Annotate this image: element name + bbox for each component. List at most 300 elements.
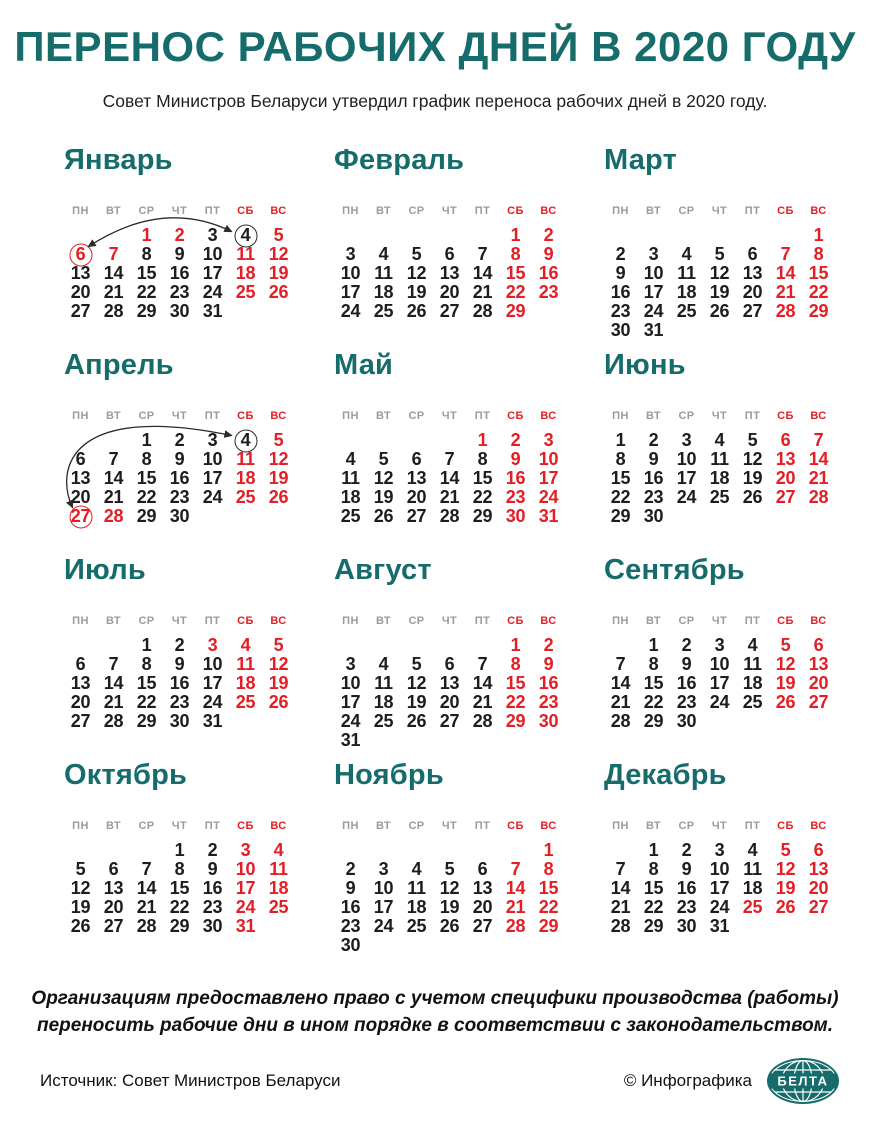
weekday-header: ПТ <box>474 410 491 422</box>
weekday-row <box>604 613 835 629</box>
weekday-header: СБ <box>237 615 254 627</box>
day-cell: 14 <box>472 263 493 283</box>
weekday-header: ВС <box>270 410 287 422</box>
day-cell: 22 <box>505 282 526 302</box>
day-cell: 1 <box>813 225 824 245</box>
day-cell: 13 <box>775 449 796 469</box>
day-cell: 7 <box>444 449 455 469</box>
day-cell: 13 <box>406 468 427 488</box>
day-cell: 4 <box>681 244 692 264</box>
day-cell: 3 <box>240 840 251 860</box>
day-cell: 25 <box>406 916 427 936</box>
month-title: Ноябрь <box>334 759 444 791</box>
day-cell: 28 <box>808 487 829 507</box>
day-cell: 29 <box>505 301 526 321</box>
day-cell: 15 <box>538 878 559 898</box>
day-cell: 2 <box>345 859 356 879</box>
day-cell: 10 <box>340 263 361 283</box>
day-cell: 30 <box>676 711 697 731</box>
weekday-header: ВТ <box>375 410 392 422</box>
empty-cell <box>769 226 802 245</box>
day-cell: 2 <box>174 430 185 450</box>
day-cell: 3 <box>207 635 218 655</box>
day-cell: 2 <box>543 225 554 245</box>
day-cell: 12 <box>70 878 91 898</box>
empty-cell <box>64 226 97 245</box>
month-body <box>334 408 565 526</box>
day-cell: 28 <box>610 916 631 936</box>
day-cell: 22 <box>610 487 631 507</box>
day-cell: 16 <box>202 878 223 898</box>
day-cell: 1 <box>174 840 185 860</box>
weekday-header: ЧТ <box>441 205 458 217</box>
day-cell: 2 <box>681 840 692 860</box>
day-cell: 3 <box>681 430 692 450</box>
day-cell: 3 <box>207 430 218 450</box>
day-cell: 15 <box>610 468 631 488</box>
day-cell: 11 <box>374 673 393 693</box>
month-february <box>334 143 604 348</box>
day-cell: 6 <box>813 635 824 655</box>
day-cell: 24 <box>709 692 730 712</box>
day-cell: 24 <box>202 487 223 507</box>
dates-grid <box>334 636 565 750</box>
day-cell: 20 <box>808 673 829 693</box>
weekday-header: ВТ <box>645 205 662 217</box>
day-cell: 17 <box>202 468 223 488</box>
weekday-header: ПТ <box>204 410 221 422</box>
month-title: Июнь <box>604 349 686 381</box>
day-cell: 16 <box>610 282 631 302</box>
month-title: Февраль <box>334 144 465 176</box>
day-cell: 9 <box>543 244 554 264</box>
day-cell: 7 <box>813 430 824 450</box>
weekday-header: ВС <box>810 410 827 422</box>
day-cell: 28 <box>103 301 124 321</box>
weekday-header: ВТ <box>645 615 662 627</box>
day-cell: 26 <box>742 487 763 507</box>
weekday-header: ПТ <box>474 615 491 627</box>
day-cell: 18 <box>373 282 394 302</box>
day-cell: 24 <box>373 916 394 936</box>
weekday-header: СБ <box>507 820 524 832</box>
day-cell: 22 <box>643 897 664 917</box>
day-cell: 12 <box>709 263 730 283</box>
month-may <box>334 348 604 553</box>
weekday-header: ВС <box>810 820 827 832</box>
day-cell: 14 <box>103 673 124 693</box>
day-cell: 8 <box>543 859 554 879</box>
day-cell: 24 <box>709 897 730 917</box>
day-cell: 29 <box>538 916 559 936</box>
day-cell: 21 <box>808 468 829 488</box>
day-cell: 17 <box>709 673 730 693</box>
day-cell: 5 <box>273 430 284 450</box>
weekday-header: СБ <box>777 615 794 627</box>
weekday-header: ЧТ <box>441 615 458 627</box>
day-cell: 12 <box>406 263 427 283</box>
dates-grid <box>604 226 835 340</box>
weekday-header: ВС <box>540 410 557 422</box>
day-cell: 10 <box>340 673 361 693</box>
day-cell: 31 <box>202 711 223 731</box>
day-cell: 17 <box>373 897 394 917</box>
day-cell: 20 <box>808 878 829 898</box>
day-cell: 24 <box>202 282 223 302</box>
day-cell: 9 <box>681 859 692 879</box>
day-cell: 12 <box>268 244 289 264</box>
day-cell: 24 <box>643 301 664 321</box>
day-cell: 13 <box>103 878 124 898</box>
day-cell: 10 <box>538 449 559 469</box>
weekday-header: ПН <box>342 615 359 627</box>
day-cell: 5 <box>780 635 791 655</box>
weekday-header: ПТ <box>204 205 221 217</box>
day-cell: 5 <box>273 225 284 245</box>
weekday-header: ВС <box>270 615 287 627</box>
day-cell: 4 <box>378 654 389 674</box>
month-body <box>334 203 565 321</box>
day-cell: 11 <box>236 654 255 674</box>
day-cell: 7 <box>108 244 119 264</box>
day-cell: 14 <box>136 878 157 898</box>
day-cell: 31 <box>340 730 361 750</box>
day-cell: 22 <box>538 897 559 917</box>
empty-cell <box>400 226 433 245</box>
day-cell: 8 <box>510 244 521 264</box>
day-cell: 11 <box>710 449 729 469</box>
day-cell: 19 <box>775 673 796 693</box>
empty-cell <box>433 226 466 245</box>
day-cell: 23 <box>676 692 697 712</box>
day-cell: 10 <box>676 449 697 469</box>
credit-group <box>624 1057 840 1105</box>
day-cell: 12 <box>406 673 427 693</box>
weekday-row <box>334 203 565 219</box>
day-cell: 22 <box>505 692 526 712</box>
day-cell: 17 <box>709 878 730 898</box>
day-cell: 19 <box>439 897 460 917</box>
empty-cell <box>97 431 130 450</box>
day-cell: 30 <box>202 916 223 936</box>
day-cell: 23 <box>538 282 559 302</box>
day-cell: 21 <box>610 897 631 917</box>
day-cell: 8 <box>615 449 626 469</box>
day-cell: 28 <box>472 711 493 731</box>
day-cell: 21 <box>610 692 631 712</box>
weekday-header: СР <box>678 615 695 627</box>
weekday-row <box>64 408 295 424</box>
day-cell: 29 <box>136 506 157 526</box>
day-cell: 16 <box>505 468 526 488</box>
weekday-header: ПН <box>72 615 89 627</box>
day-cell: 10 <box>643 263 664 283</box>
day-cell: 24 <box>340 711 361 731</box>
weekday-header: СБ <box>507 615 524 627</box>
day-cell: 6 <box>64 245 97 264</box>
day-cell: 7 <box>108 449 119 469</box>
day-cell: 17 <box>538 468 559 488</box>
weekday-header: ПН <box>72 205 89 217</box>
empty-cell <box>400 431 433 450</box>
empty-cell <box>97 841 130 860</box>
day-cell: 25 <box>676 301 697 321</box>
day-cell: 29 <box>136 301 157 321</box>
empty-cell <box>637 226 670 245</box>
day-cell: 29 <box>643 711 664 731</box>
day-cell: 18 <box>340 487 361 507</box>
day-cell: 12 <box>268 449 289 469</box>
day-cell: 3 <box>207 225 218 245</box>
month-title: Май <box>334 349 394 381</box>
day-cell: 27 <box>439 301 460 321</box>
month-body <box>604 203 835 340</box>
weekday-header: СБ <box>507 410 524 422</box>
day-cell: 4 <box>345 449 356 469</box>
day-cell: 21 <box>775 282 796 302</box>
day-cell: 6 <box>444 654 455 674</box>
weekday-header: ВС <box>810 205 827 217</box>
day-cell: 20 <box>775 468 796 488</box>
weekday-header: ЧТ <box>441 820 458 832</box>
day-cell: 2 <box>648 430 659 450</box>
empty-cell <box>604 636 637 655</box>
weekday-row <box>604 818 835 834</box>
weekday-header: ЧТ <box>171 410 188 422</box>
day-cell: 5 <box>378 449 389 469</box>
day-cell: 29 <box>643 916 664 936</box>
months-grid <box>64 143 870 963</box>
day-cell: 19 <box>70 897 91 917</box>
day-cell: 4 <box>747 840 758 860</box>
empty-cell <box>466 636 499 655</box>
day-cell: 18 <box>676 282 697 302</box>
weekday-header: ПН <box>72 410 89 422</box>
weekday-header: ВС <box>270 205 287 217</box>
weekday-header: ЧТ <box>711 205 728 217</box>
day-cell: 7 <box>141 859 152 879</box>
weekday-row <box>334 613 565 629</box>
day-cell: 19 <box>268 468 289 488</box>
month-title: Декабрь <box>604 759 727 791</box>
day-cell: 23 <box>643 487 664 507</box>
day-cell: 16 <box>340 897 361 917</box>
month-july <box>64 553 334 758</box>
day-cell: 30 <box>676 916 697 936</box>
day-cell: 23 <box>169 692 190 712</box>
dates-grid <box>604 841 835 936</box>
weekday-header: ПН <box>612 205 629 217</box>
day-cell: 15 <box>136 468 157 488</box>
day-cell: 11 <box>236 449 255 469</box>
day-cell: 8 <box>648 654 659 674</box>
day-cell: 27 <box>406 506 427 526</box>
day-cell: 3 <box>648 244 659 264</box>
footer-row <box>40 1057 840 1105</box>
day-cell: 7 <box>510 859 521 879</box>
day-cell: 25 <box>373 711 394 731</box>
empty-cell <box>367 841 400 860</box>
weekday-header: ПН <box>612 820 629 832</box>
day-cell: 19 <box>373 487 394 507</box>
weekday-header: ПТ <box>744 205 761 217</box>
day-cell: 31 <box>235 916 256 936</box>
day-cell: 28 <box>103 711 124 731</box>
dates-grid <box>334 226 565 321</box>
day-cell: 28 <box>610 711 631 731</box>
day-cell: 27 <box>103 916 124 936</box>
weekday-header: ВС <box>270 820 287 832</box>
weekday-header: ПТ <box>474 205 491 217</box>
day-cell: 27 <box>472 916 493 936</box>
day-cell: 1 <box>543 840 554 860</box>
day-cell: 2 <box>681 635 692 655</box>
day-cell: 6 <box>75 654 86 674</box>
empty-cell <box>466 226 499 245</box>
day-cell: 13 <box>808 654 829 674</box>
weekday-header: ВС <box>540 820 557 832</box>
weekday-row <box>604 203 835 219</box>
empty-cell <box>334 431 367 450</box>
day-cell: 14 <box>505 878 526 898</box>
day-cell: 2 <box>510 430 521 450</box>
weekday-header: ПН <box>342 820 359 832</box>
day-cell: 10 <box>235 859 256 879</box>
belta-logo-icon <box>766 1057 840 1105</box>
day-cell: 9 <box>345 878 356 898</box>
day-cell: 26 <box>268 282 289 302</box>
day-cell: 18 <box>268 878 289 898</box>
day-cell: 9 <box>174 244 185 264</box>
month-october <box>64 758 334 963</box>
day-cell: 9 <box>543 654 554 674</box>
day-cell: 7 <box>477 654 488 674</box>
day-cell: 17 <box>643 282 664 302</box>
empty-cell <box>433 636 466 655</box>
day-cell: 13 <box>70 263 91 283</box>
month-body <box>64 818 295 936</box>
day-cell: 27 <box>808 897 829 917</box>
dates-grid <box>604 636 835 731</box>
day-cell: 12 <box>775 654 796 674</box>
day-cell: 17 <box>340 692 361 712</box>
empty-cell <box>433 841 466 860</box>
day-cell: 11 <box>341 468 360 488</box>
empty-cell <box>334 841 367 860</box>
day-cell: 31 <box>538 506 559 526</box>
day-cell: 29 <box>808 301 829 321</box>
day-cell: 28 <box>775 301 796 321</box>
day-cell: 12 <box>268 654 289 674</box>
day-cell: 10 <box>202 654 223 674</box>
month-body <box>64 408 295 526</box>
month-title: Сентябрь <box>604 554 745 586</box>
empty-cell <box>466 841 499 860</box>
day-cell: 7 <box>780 244 791 264</box>
day-cell: 17 <box>235 878 256 898</box>
day-cell: 15 <box>169 878 190 898</box>
day-cell: 25 <box>235 487 256 507</box>
weekday-row <box>64 203 295 219</box>
weekday-header: ЧТ <box>171 615 188 627</box>
day-cell: 17 <box>340 282 361 302</box>
day-cell: 13 <box>808 859 829 879</box>
month-march <box>604 143 870 348</box>
day-cell: 31 <box>202 301 223 321</box>
weekday-header: ЧТ <box>711 820 728 832</box>
weekday-header: СБ <box>777 820 794 832</box>
month-november <box>334 758 604 963</box>
day-cell: 26 <box>70 916 91 936</box>
day-cell: 2 <box>615 244 626 264</box>
day-cell: 5 <box>411 244 422 264</box>
weekday-row <box>604 408 835 424</box>
day-cell: 18 <box>235 263 256 283</box>
weekday-header: СБ <box>237 410 254 422</box>
day-cell: 25 <box>742 897 763 917</box>
day-cell: 18 <box>709 468 730 488</box>
day-cell: 29 <box>169 916 190 936</box>
weekday-header: СР <box>138 820 155 832</box>
day-cell: 21 <box>439 487 460 507</box>
day-cell: 24 <box>676 487 697 507</box>
month-april <box>64 348 334 553</box>
day-cell: 22 <box>169 897 190 917</box>
day-cell: 19 <box>268 673 289 693</box>
day-cell: 8 <box>648 859 659 879</box>
day-cell: 8 <box>141 244 152 264</box>
day-cell: 1 <box>648 635 659 655</box>
dates-grid <box>64 226 295 321</box>
day-cell: 15 <box>136 673 157 693</box>
day-cell: 27 <box>775 487 796 507</box>
day-cell: 30 <box>169 506 190 526</box>
weekday-header: ПН <box>612 410 629 422</box>
empty-cell <box>97 636 130 655</box>
day-cell: 30 <box>643 506 664 526</box>
month-body <box>334 818 565 955</box>
empty-cell <box>367 431 400 450</box>
weekday-header: СР <box>138 410 155 422</box>
day-cell: 1 <box>141 635 152 655</box>
dates-grid <box>64 636 295 731</box>
day-cell: 5 <box>780 840 791 860</box>
day-cell: 25 <box>742 692 763 712</box>
day-cell: 1 <box>510 225 521 245</box>
day-cell: 28 <box>505 916 526 936</box>
day-cell: 18 <box>373 692 394 712</box>
weekday-header: ПН <box>342 205 359 217</box>
weekday-header: ПТ <box>204 820 221 832</box>
weekday-header: ЧТ <box>711 615 728 627</box>
day-cell: 4 <box>747 635 758 655</box>
day-cell: 17 <box>202 673 223 693</box>
day-cell: 11 <box>743 859 762 879</box>
day-cell: 1 <box>141 225 152 245</box>
day-cell: 15 <box>136 263 157 283</box>
weekday-header: ВС <box>810 615 827 627</box>
weekday-row <box>334 408 565 424</box>
day-cell: 1 <box>510 635 521 655</box>
day-cell: 27 <box>70 301 91 321</box>
day-cell: 12 <box>742 449 763 469</box>
day-cell: 19 <box>775 878 796 898</box>
day-cell: 18 <box>235 673 256 693</box>
day-cell: 14 <box>610 673 631 693</box>
belta-logo-text: БЕЛТА <box>777 1073 829 1089</box>
day-cell: 26 <box>268 487 289 507</box>
weekday-header: ПТ <box>744 820 761 832</box>
